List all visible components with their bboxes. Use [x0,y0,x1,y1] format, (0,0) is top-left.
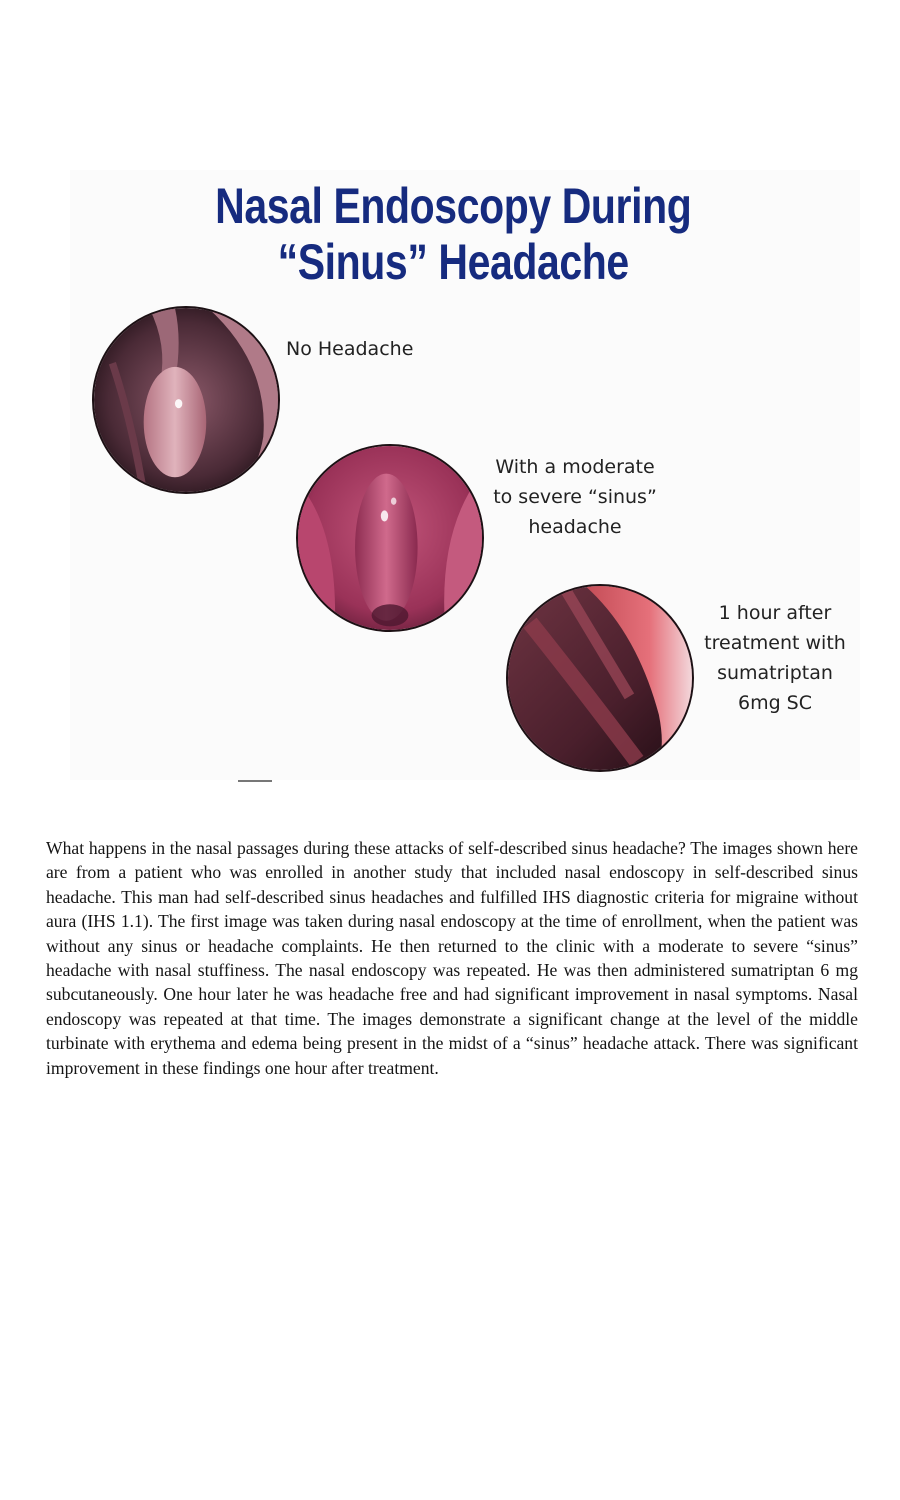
caption-no-headache: No Headache [286,338,414,360]
description-paragraph: What happens in the nasal passages during these attacks of self-described sinus headache? The images shown here are from a patient who was enrolled in another study that included nasal endoscopy in self-described sinus headache. This man had self-described sinus headaches and fulfilled IHS diagnostic criteria for migraine without aura (IHS 1.1). The first image was taken during nasal endoscopy at the time of enrollment, when the patient was without any sinus or headache complaints. He then returned to the clinic with a moderate to severe “sinus” headache with nasal stuffiness. The nasal endoscopy was repeated. He was then administered sumatriptan 6 mg subcutaneously. One hour later he was headache free and had significant improvement in nasal symptoms. Nasal endoscopy was repeated at that time. The images demonstrate a significant change at the level of the middle turbinate with erythema and edema being present in the midst of a “sinus” headache attack. There was significant improvement in these findings one hour after treatment. [46,838,858,1078]
endoscopy-image-no-headache [92,306,280,494]
caption-after-treatment: 1 hour after treatment with sumatriptan 6mg SC [704,602,846,714]
divider [238,780,272,782]
title-line-1: Nasal Endoscopy During [215,178,692,234]
endoscopy-image-after-treatment [506,584,694,772]
endoscopy-image-sinus-headache [296,444,484,632]
caption-sinus-headache: With a moderate to severe “sinus” headache [493,456,657,538]
title-line-2: “Sinus” Headache [277,234,629,290]
page-title [84,178,822,290]
